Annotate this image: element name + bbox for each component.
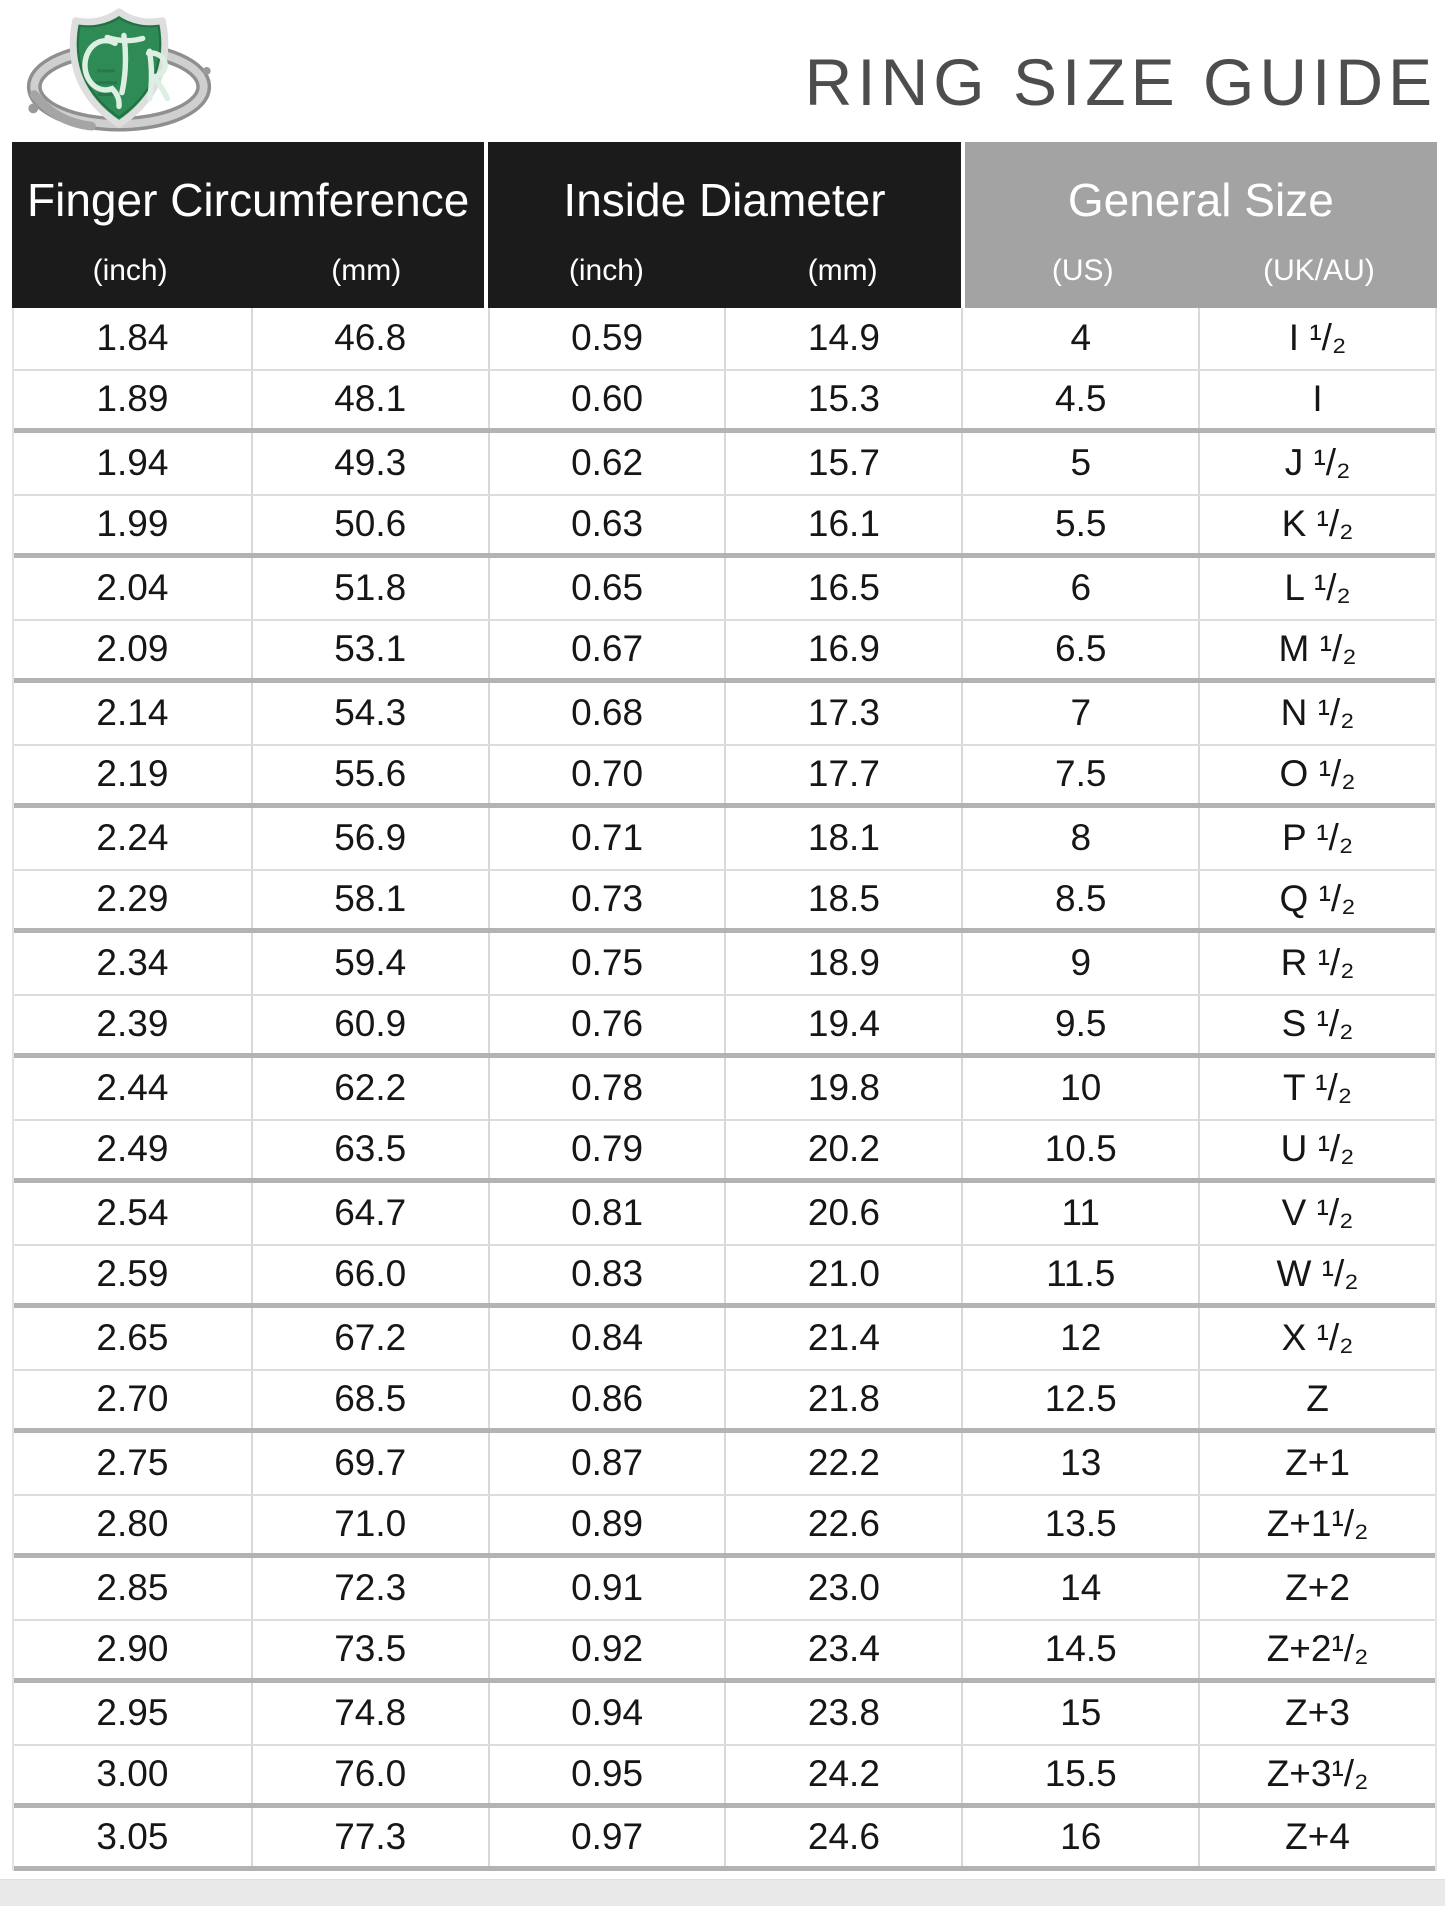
group-subheaders <box>965 254 1437 308</box>
cell-inside-diameter-inch: 0.79 <box>488 1121 725 1179</box>
group-subheaders <box>488 254 960 308</box>
cell-uk-au-size: T ¹/₂ <box>1198 1058 1435 1119</box>
group-title: General Size <box>1067 174 1334 227</box>
cell-uk-au-size: Z+3 <box>1198 1683 1435 1744</box>
table-row <box>14 1058 1435 1121</box>
cell-us-size: 11 <box>961 1183 1198 1244</box>
cell-finger-circumference-inch: 2.70 <box>96 1378 169 1420</box>
cell-us-size: 5.5 <box>961 496 1198 554</box>
cell-finger-circumference-inch: 3.00 <box>96 1753 169 1795</box>
cell-inside-diameter-mm: 18.1 <box>724 808 961 869</box>
table-row <box>14 621 1435 684</box>
cell-us-size: 14 <box>961 1558 1198 1619</box>
cell-us-size: 12 <box>961 1308 1198 1369</box>
cell-us-size: 16 <box>961 1808 1198 1866</box>
cell-inside-diameter-inch: 0.65 <box>488 558 725 619</box>
page-header <box>0 0 1445 142</box>
cell-inside-diameter-mm: 23.4 <box>724 1621 961 1679</box>
cell-finger-circumference-mm: 56.9 <box>251 808 488 869</box>
cell-us-size: 12.5 <box>961 1371 1198 1429</box>
subheader-uk-au: (UK/AU) <box>1263 254 1375 287</box>
cell-finger-circumference-inch: 2.95 <box>96 1692 169 1734</box>
cell-uk-au-size: Z+1 <box>1198 1433 1435 1494</box>
cell-uk-au-size: L ¹/₂ <box>1198 558 1435 619</box>
cell-uk-au-size: S ¹/₂ <box>1198 996 1435 1054</box>
table-row <box>14 1558 1435 1621</box>
cell-inside-diameter-inch: 0.83 <box>488 1246 725 1304</box>
cell-inside-diameter-mm: 21.4 <box>724 1308 961 1369</box>
cell-us-size: 9.5 <box>961 996 1198 1054</box>
footer-strip <box>0 1879 1445 1906</box>
cell-finger-circumference-inch: 2.14 <box>96 692 169 734</box>
cell-uk-au-size: Z+2 <box>1198 1558 1435 1619</box>
cell-inside-diameter-mm: 18.9 <box>724 933 961 994</box>
group-title: Inside Diameter <box>563 174 886 227</box>
cell-us-size: 4.5 <box>961 371 1198 429</box>
cell-inside-diameter-mm: 19.8 <box>724 1058 961 1119</box>
cell-finger-circumference-inch: 2.44 <box>96 1067 169 1109</box>
cell-inside-diameter-inch: 0.97 <box>488 1808 725 1866</box>
header-group-finger-circumference <box>12 142 484 308</box>
cell-us-size: 10.5 <box>961 1121 1198 1179</box>
cell-inside-diameter-inch: 0.89 <box>488 1496 725 1554</box>
group-title: Finger Circumference <box>27 174 470 227</box>
cell-us-size: 6 <box>961 558 1198 619</box>
cell-finger-circumference-inch: 2.34 <box>96 942 169 984</box>
cell-inside-diameter-inch: 0.95 <box>488 1746 725 1804</box>
cell-finger-circumference-inch: 2.09 <box>96 628 169 670</box>
table-row <box>14 933 1435 996</box>
cell-inside-diameter-inch: 0.62 <box>488 433 725 494</box>
cell-inside-diameter-mm: 23.0 <box>724 1558 961 1619</box>
table-row <box>14 1746 1435 1809</box>
cell-finger-circumference-mm: 77.3 <box>251 1808 488 1866</box>
cell-finger-circumference-inch: 2.24 <box>96 817 169 859</box>
cell-inside-diameter-inch: 0.73 <box>488 871 725 929</box>
cell-uk-au-size: U ¹/₂ <box>1198 1121 1435 1179</box>
cell-us-size: 7 <box>961 683 1198 744</box>
cell-inside-diameter-inch: 0.59 <box>488 308 725 369</box>
cell-finger-circumference-mm: 60.9 <box>251 996 488 1054</box>
subheader-inch: (inch) <box>92 254 168 287</box>
table-row <box>14 308 1435 371</box>
header-group-inside-diameter <box>488 142 960 308</box>
cell-inside-diameter-mm: 16.1 <box>724 496 961 554</box>
cell-finger-circumference-mm: 49.3 <box>251 433 488 494</box>
cell-finger-circumference-inch: 1.94 <box>96 442 169 484</box>
cell-inside-diameter-mm: 23.8 <box>724 1683 961 1744</box>
table-row <box>14 1308 1435 1371</box>
cell-inside-diameter-inch: 0.86 <box>488 1371 725 1429</box>
cell-finger-circumference-inch: 2.59 <box>96 1253 169 1295</box>
cell-inside-diameter-inch: 0.67 <box>488 621 725 679</box>
cell-inside-diameter-mm: 22.2 <box>724 1433 961 1494</box>
table-row <box>14 871 1435 934</box>
cell-inside-diameter-inch: 0.68 <box>488 683 725 744</box>
cell-us-size: 15 <box>961 1683 1198 1744</box>
cell-uk-au-size: N ¹/₂ <box>1198 683 1435 744</box>
cell-us-size: 13.5 <box>961 1496 1198 1554</box>
cell-finger-circumference-inch: 2.80 <box>96 1503 169 1545</box>
cell-uk-au-size: P ¹/₂ <box>1198 808 1435 869</box>
cell-inside-diameter-mm: 16.5 <box>724 558 961 619</box>
cell-inside-diameter-inch: 0.71 <box>488 808 725 869</box>
cell-uk-au-size: I <box>1198 371 1435 429</box>
cell-finger-circumference-mm: 46.8 <box>251 308 488 369</box>
cell-us-size: 8.5 <box>961 871 1198 929</box>
subheader-mm: (mm) <box>331 254 402 287</box>
table-row <box>14 1246 1435 1309</box>
cell-inside-diameter-inch: 0.76 <box>488 996 725 1054</box>
table-row <box>14 746 1435 809</box>
cell-inside-diameter-mm: 16.9 <box>724 621 961 679</box>
cell-us-size: 11.5 <box>961 1246 1198 1304</box>
cell-inside-diameter-mm: 21.8 <box>724 1371 961 1429</box>
table-row <box>14 1683 1435 1746</box>
cell-finger-circumference-mm: 59.4 <box>251 933 488 994</box>
cell-uk-au-size: I ¹/₂ <box>1198 308 1435 369</box>
cell-finger-circumference-inch: 2.54 <box>96 1192 169 1234</box>
cell-finger-circumference-inch: 2.29 <box>96 878 169 920</box>
cell-finger-circumference-mm: 67.2 <box>251 1308 488 1369</box>
cell-finger-circumference-mm: 63.5 <box>251 1121 488 1179</box>
table-row <box>14 996 1435 1059</box>
group-subheaders <box>12 254 484 308</box>
cell-finger-circumference-inch: 2.39 <box>96 1003 169 1045</box>
cell-inside-diameter-inch: 0.87 <box>488 1433 725 1494</box>
ring-size-table <box>12 142 1437 1871</box>
table-row <box>14 433 1435 496</box>
cell-inside-diameter-mm: 17.3 <box>724 683 961 744</box>
cell-inside-diameter-inch: 0.92 <box>488 1621 725 1679</box>
cell-inside-diameter-inch: 0.63 <box>488 496 725 554</box>
cell-finger-circumference-mm: 53.1 <box>251 621 488 679</box>
cell-finger-circumference-mm: 58.1 <box>251 871 488 929</box>
cell-inside-diameter-mm: 15.7 <box>724 433 961 494</box>
table-row <box>14 558 1435 621</box>
cell-us-size: 14.5 <box>961 1621 1198 1679</box>
table-row <box>14 808 1435 871</box>
cell-finger-circumference-inch: 1.84 <box>96 317 169 359</box>
table-body <box>12 308 1437 1871</box>
cell-inside-diameter-mm: 21.0 <box>724 1246 961 1304</box>
cell-uk-au-size: J ¹/₂ <box>1198 433 1435 494</box>
cell-finger-circumference-mm: 74.8 <box>251 1683 488 1744</box>
cell-finger-circumference-inch: 2.85 <box>96 1567 169 1609</box>
subheader-us: (US) <box>1051 254 1114 287</box>
cell-inside-diameter-mm: 18.5 <box>724 871 961 929</box>
cell-inside-diameter-mm: 24.6 <box>724 1808 961 1866</box>
cell-finger-circumference-inch: 1.99 <box>96 503 169 545</box>
cell-finger-circumference-mm: 66.0 <box>251 1246 488 1304</box>
cell-uk-au-size: Z+3¹/₂ <box>1198 1746 1435 1804</box>
cell-inside-diameter-inch: 0.84 <box>488 1308 725 1369</box>
cell-us-size: 4 <box>961 308 1198 369</box>
cell-uk-au-size: Z+1¹/₂ <box>1198 1496 1435 1554</box>
cell-inside-diameter-mm: 17.7 <box>724 746 961 804</box>
cell-finger-circumference-mm: 69.7 <box>251 1433 488 1494</box>
cell-us-size: 6.5 <box>961 621 1198 679</box>
table-row <box>14 1808 1435 1871</box>
cell-finger-circumference-inch: 2.65 <box>96 1317 169 1359</box>
cell-finger-circumference-inch: 2.49 <box>96 1128 169 1170</box>
cell-inside-diameter-inch: 0.70 <box>488 746 725 804</box>
subheader-mm: (mm) <box>807 254 878 287</box>
table-row <box>14 1621 1435 1684</box>
cell-us-size: 5 <box>961 433 1198 494</box>
cell-finger-circumference-inch: 2.90 <box>96 1628 169 1670</box>
cell-finger-circumference-mm: 55.6 <box>251 746 488 804</box>
cell-inside-diameter-inch: 0.94 <box>488 1683 725 1744</box>
cell-inside-diameter-mm: 19.4 <box>724 996 961 1054</box>
cell-finger-circumference-inch: 1.89 <box>96 378 169 420</box>
cell-uk-au-size: Z+2¹/₂ <box>1198 1621 1435 1679</box>
cell-uk-au-size: Z <box>1198 1371 1435 1429</box>
cell-inside-diameter-inch: 0.60 <box>488 371 725 429</box>
cell-finger-circumference-mm: 76.0 <box>251 1746 488 1804</box>
cell-inside-diameter-mm: 20.6 <box>724 1183 961 1244</box>
page-title: RING SIZE GUIDE <box>804 45 1437 119</box>
header-group-general-size <box>965 142 1437 308</box>
table-row <box>14 1496 1435 1559</box>
cell-finger-circumference-mm: 64.7 <box>251 1183 488 1244</box>
ctr-ring-logo <box>20 2 218 134</box>
table-header <box>12 142 1437 308</box>
cell-finger-circumference-mm: 72.3 <box>251 1558 488 1619</box>
cell-uk-au-size: M ¹/₂ <box>1198 621 1435 679</box>
cell-uk-au-size: X ¹/₂ <box>1198 1308 1435 1369</box>
ctr-ring-logo-image <box>20 2 218 134</box>
cell-uk-au-size: K ¹/₂ <box>1198 496 1435 554</box>
cell-finger-circumference-mm: 73.5 <box>251 1621 488 1679</box>
cell-finger-circumference-mm: 62.2 <box>251 1058 488 1119</box>
table-row <box>14 371 1435 434</box>
table-row <box>14 1121 1435 1184</box>
cell-finger-circumference-inch: 2.75 <box>96 1442 169 1484</box>
cell-us-size: 13 <box>961 1433 1198 1494</box>
table-row <box>14 496 1435 559</box>
cell-uk-au-size: R ¹/₂ <box>1198 933 1435 994</box>
cell-inside-diameter-inch: 0.91 <box>488 1558 725 1619</box>
cell-inside-diameter-inch: 0.81 <box>488 1183 725 1244</box>
cell-finger-circumference-mm: 54.3 <box>251 683 488 744</box>
cell-inside-diameter-inch: 0.75 <box>488 933 725 994</box>
cell-inside-diameter-mm: 15.3 <box>724 371 961 429</box>
cell-uk-au-size: Z+4 <box>1198 1808 1435 1866</box>
cell-finger-circumference-inch: 3.05 <box>96 1815 169 1857</box>
subheader-inch: (inch) <box>568 254 644 287</box>
table-row <box>14 1433 1435 1496</box>
table-row <box>14 1183 1435 1246</box>
table-row <box>14 683 1435 746</box>
cell-finger-circumference-mm: 48.1 <box>251 371 488 429</box>
cell-inside-diameter-mm: 24.2 <box>724 1746 961 1804</box>
table-row <box>14 1371 1435 1434</box>
cell-uk-au-size: O ¹/₂ <box>1198 746 1435 804</box>
cell-inside-diameter-mm: 20.2 <box>724 1121 961 1179</box>
cell-us-size: 8 <box>961 808 1198 869</box>
cell-us-size: 10 <box>961 1058 1198 1119</box>
cell-finger-circumference-mm: 68.5 <box>251 1371 488 1429</box>
cell-us-size: 9 <box>961 933 1198 994</box>
cell-inside-diameter-inch: 0.78 <box>488 1058 725 1119</box>
cell-us-size: 15.5 <box>961 1746 1198 1804</box>
cell-finger-circumference-inch: 2.04 <box>96 567 169 609</box>
cell-finger-circumference-mm: 71.0 <box>251 1496 488 1554</box>
cell-inside-diameter-mm: 14.9 <box>724 308 961 369</box>
cell-uk-au-size: V ¹/₂ <box>1198 1183 1435 1244</box>
cell-uk-au-size: W ¹/₂ <box>1198 1246 1435 1304</box>
cell-uk-au-size: Q ¹/₂ <box>1198 871 1435 929</box>
cell-finger-circumference-inch: 2.19 <box>96 753 169 795</box>
cell-us-size: 7.5 <box>961 746 1198 804</box>
cell-finger-circumference-mm: 51.8 <box>251 558 488 619</box>
cell-finger-circumference-mm: 50.6 <box>251 496 488 554</box>
cell-inside-diameter-mm: 22.6 <box>724 1496 961 1554</box>
